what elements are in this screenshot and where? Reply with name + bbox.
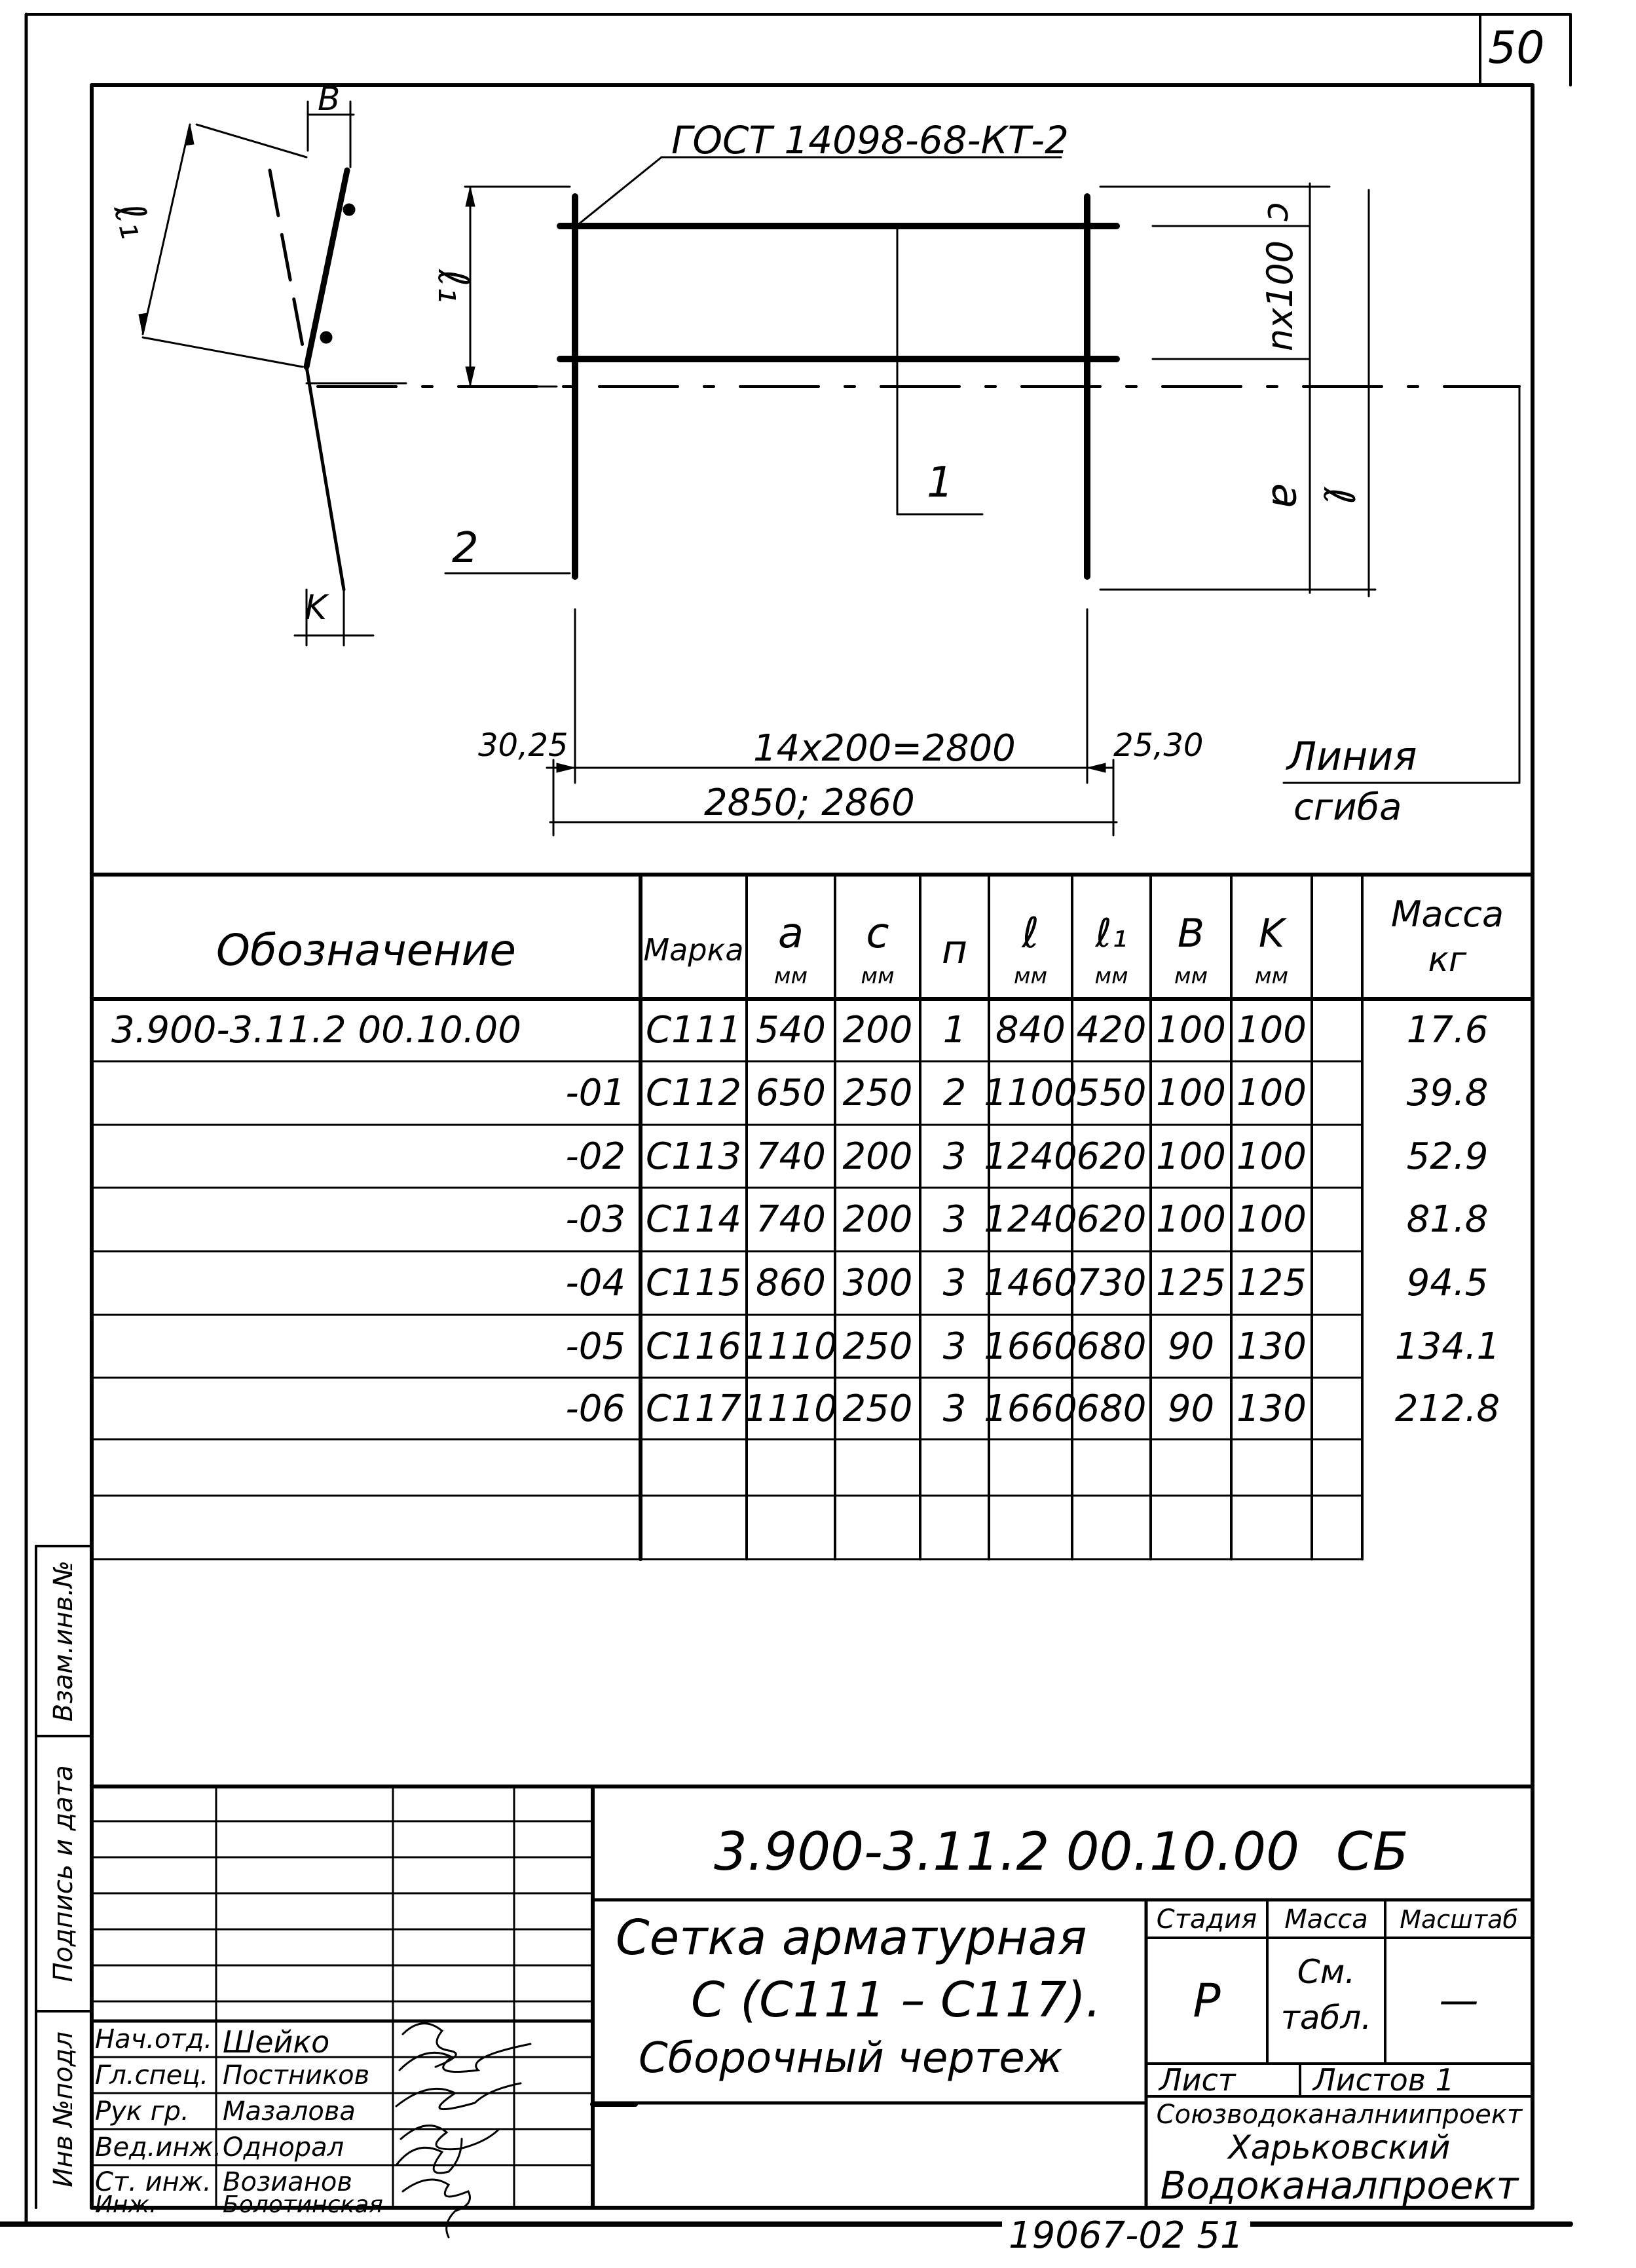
row-b: 90 <box>1167 1325 1215 1368</box>
row-mark: C111 <box>646 1009 741 1051</box>
dim-a-label: a <box>1262 483 1311 509</box>
bend-line-label-2: сгиба <box>1293 786 1402 829</box>
header-mark: Марка <box>643 932 744 968</box>
row-n: 3 <box>942 1198 967 1241</box>
row-c: 250 <box>842 1072 913 1114</box>
row-k: 125 <box>1236 1262 1307 1304</box>
dim-right-offset: 25,30 <box>1113 727 1204 764</box>
row-mass: 52.9 <box>1406 1135 1489 1178</box>
header-l1-unit: мм <box>1094 963 1128 989</box>
row-mass: 94.5 <box>1406 1262 1489 1304</box>
row-mark: C115 <box>646 1262 741 1304</box>
row-c: 250 <box>842 1387 913 1430</box>
dim-left-offset: 30,25 <box>478 727 568 764</box>
row-designation: -02 <box>565 1135 625 1178</box>
header-c-unit: мм <box>861 963 895 989</box>
mass-label: Масса <box>1284 1904 1368 1935</box>
dim-b-label: B <box>318 80 341 118</box>
staff-role: Вед.инж. <box>95 2132 222 2163</box>
staff-name: Шейко <box>223 2024 330 2060</box>
doc-type: СБ <box>1336 1821 1409 1882</box>
row-b: 100 <box>1156 1135 1226 1178</box>
row-b: 90 <box>1167 1387 1215 1430</box>
row-n: 3 <box>942 1135 967 1178</box>
scale-label: Масштаб <box>1400 1905 1518 1934</box>
position-2-label: 2 <box>452 524 479 573</box>
staff-name: Возианов <box>223 2167 352 2197</box>
row-designation: -05 <box>565 1325 625 1368</box>
row-designation: -04 <box>565 1262 625 1304</box>
sheets-label: Листов 1 <box>1313 2062 1455 2098</box>
stage-value: Р <box>1193 1974 1221 2028</box>
side-stamp-inv-no: Инв №подл <box>48 2032 79 2187</box>
stage-label: Стадия <box>1156 1904 1257 1935</box>
row-l1: 620 <box>1076 1135 1147 1178</box>
row-k: 100 <box>1236 1198 1307 1241</box>
row-mass: 134.1 <box>1394 1325 1500 1368</box>
header-l-unit: мм <box>1013 963 1048 989</box>
row-l: 1240 <box>984 1135 1077 1178</box>
dim-l1-oblique-label: ℓ₁ <box>103 198 160 244</box>
row-n: 3 <box>942 1325 967 1368</box>
row-b: 125 <box>1156 1262 1226 1304</box>
row-l: 1660 <box>984 1325 1077 1368</box>
dim-nx100-label: nx100 <box>1259 240 1301 352</box>
title-line-3: Сборочный чертеж <box>639 2034 1063 2083</box>
header-n: п <box>941 927 968 973</box>
header-a-unit: мм <box>773 963 808 989</box>
staff-role: Рук гр. <box>95 2096 189 2126</box>
row-designation: -03 <box>565 1198 625 1241</box>
row-l1: 420 <box>1076 1009 1147 1051</box>
row-b: 100 <box>1156 1198 1226 1241</box>
header-k: K <box>1258 911 1285 956</box>
dim-total: 2850; 2860 <box>704 782 915 824</box>
header-b-unit: мм <box>1174 963 1208 989</box>
row-a: 650 <box>756 1072 826 1114</box>
row-mark: C114 <box>646 1198 741 1241</box>
header-mass-unit: кг <box>1428 940 1467 979</box>
row-c: 300 <box>842 1262 913 1304</box>
bend-line-label-1: Линия <box>1287 734 1417 780</box>
sheet-label: Лист <box>1159 2062 1236 2098</box>
title-line-2: С (C111 – C117). <box>691 1972 1102 2028</box>
row-designation: -01 <box>565 1072 625 1114</box>
row-n: 3 <box>942 1262 967 1304</box>
row-l1: 730 <box>1076 1262 1147 1304</box>
row-mark: C117 <box>646 1387 741 1430</box>
row-l1: 680 <box>1076 1325 1147 1368</box>
title-line-1: Сетка арматурная <box>616 1910 1087 1966</box>
staff-name: Постников <box>223 2060 370 2090</box>
row-l1: 680 <box>1076 1387 1147 1430</box>
row-c: 200 <box>842 1135 913 1178</box>
dim-pitch: 14x200=2800 <box>753 727 1016 770</box>
row-k: 130 <box>1236 1325 1307 1368</box>
row-l: 1460 <box>984 1262 1077 1304</box>
row-a: 740 <box>756 1198 826 1241</box>
header-l: ℓ <box>1022 909 1039 958</box>
row-l1: 550 <box>1076 1072 1147 1114</box>
row-k: 100 <box>1236 1135 1307 1178</box>
staff-name: Однорал <box>223 2132 344 2163</box>
mass-value-2: табл. <box>1280 1999 1372 2037</box>
row-b: 100 <box>1156 1072 1226 1114</box>
header-c: c <box>866 909 889 958</box>
staff-role: Ст. инж. <box>95 2167 212 2197</box>
row-k: 130 <box>1236 1387 1307 1430</box>
side-stamp-inv-repl: Взам.инв.№ <box>48 1560 79 1722</box>
footer-number: 19067-02 51 <box>1002 2214 1250 2257</box>
row-c: 250 <box>842 1325 913 1368</box>
header-b: B <box>1177 911 1205 956</box>
header-designation: Обозначение <box>216 924 516 975</box>
row-n: 1 <box>942 1009 967 1051</box>
scale-value: — <box>1439 1978 1479 2024</box>
row-l: 1100 <box>984 1072 1077 1114</box>
mass-value-1: См. <box>1297 1953 1356 1991</box>
doc-code: 3.900-3.11.2 00.10.00 <box>714 1821 1300 1882</box>
staff-role: Гл.спец. <box>95 2060 209 2090</box>
row-c: 200 <box>842 1009 913 1051</box>
staff-role: Инж. <box>95 2191 157 2218</box>
dim-l1-vertical-label: ℓ₁ <box>428 269 477 304</box>
header-l1: ℓ₁ <box>1095 911 1128 956</box>
row-l: 840 <box>995 1009 1066 1051</box>
row-l: 1660 <box>984 1387 1077 1430</box>
row-mark: C116 <box>646 1325 741 1368</box>
row-n: 2 <box>942 1072 967 1114</box>
header-k-unit: мм <box>1254 963 1289 989</box>
row-a: 1110 <box>744 1325 838 1368</box>
row-b: 100 <box>1156 1009 1226 1051</box>
dim-k-label: K <box>305 588 327 628</box>
row-designation: 3.900-3.11.2 00.10.00 <box>111 1009 521 1051</box>
row-mass: 81.8 <box>1406 1198 1489 1241</box>
gost-label: ГОСТ 14098-68-КТ-2 <box>671 118 1069 162</box>
row-n: 3 <box>942 1387 967 1430</box>
row-c: 200 <box>842 1198 913 1241</box>
dim-c-label: c <box>1259 202 1301 222</box>
row-a: 1110 <box>744 1387 838 1430</box>
row-l1: 620 <box>1076 1198 1147 1241</box>
row-a: 740 <box>756 1135 826 1178</box>
position-1-label: 1 <box>927 459 954 507</box>
dim-l-label: ℓ <box>1314 487 1363 505</box>
staff-role: Нач.отд. <box>95 2024 213 2054</box>
row-a: 860 <box>756 1262 826 1304</box>
row-designation: -06 <box>565 1387 625 1430</box>
row-mass: 39.8 <box>1406 1072 1489 1114</box>
header-mass: Масса <box>1390 893 1504 935</box>
header-a: a <box>777 909 804 958</box>
row-l: 1240 <box>984 1198 1077 1241</box>
row-mass: 212.8 <box>1394 1387 1500 1430</box>
row-k: 100 <box>1236 1009 1307 1051</box>
row-mark: C112 <box>646 1072 741 1114</box>
row-mass: 17.6 <box>1406 1009 1489 1051</box>
org-line-2: Харьковский <box>1228 2128 1451 2166</box>
org-line-1: Союзводоканалниипроект <box>1156 2100 1523 2130</box>
row-a: 540 <box>756 1009 826 1051</box>
row-mark: C113 <box>646 1135 741 1178</box>
staff-name: Болотинская <box>223 2191 383 2218</box>
side-stamp-sign-date: Подпись и дата <box>48 1765 79 1982</box>
sheet-number: 50 <box>1488 22 1545 74</box>
org-line-3: Водоканалпроект <box>1160 2163 1519 2208</box>
row-k: 100 <box>1236 1072 1307 1114</box>
staff-name: Мазалова <box>223 2096 356 2126</box>
